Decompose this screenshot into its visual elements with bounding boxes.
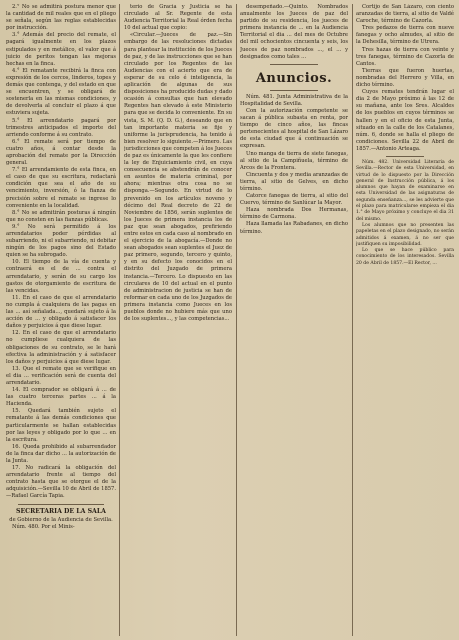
paragraph: Haza llamada las Rabadanes, en dicho término. (240, 221, 348, 235)
divider (270, 64, 318, 65)
column-3 (240, 4, 348, 636)
divider (270, 90, 318, 91)
paragraph: 13. Que el remate que se verifique en el dia ... verificación será de cuenta del arrendatario. (6, 365, 116, 386)
paragraph: Los alumnos que no presenten las papeletas en el plazo designado, no serán admitidos á examen, á no ser que justifiquen su imposibilidad. (356, 222, 454, 247)
paragraph: 2.° No se admitirá postura menor que la cantidad de mil reales que en el pliego se señala, según las reglas establecidas por instrucción. (6, 4, 116, 32)
paragraph: Núm. 482. Universidad Literaria de Sevilla.—Rector de esta Universidad, en virtud de lo dispuesto por la Dirección general de Instrucción pública, á los alumnos que hayan de examinarse en esta Universidad de las asignaturas de segunda enseñanza..., se les advierte que el plazo para matricularse empieza el dia 1.° de Mayo próximo y concluye el dia 31 del mismo. (356, 159, 454, 222)
divider (386, 156, 424, 157)
paragraph: 17. No radicará la obligación del arrendatario frente al tiempo del contrato hasta que se otorgue el de la adquisición.—Sevilla 10 de Abril de 1857.—Rafael García Tapia. (6, 465, 116, 500)
column-rule (236, 4, 237, 636)
paragraph: Cortijo de San Lázaro, con ciento aranzadas de tierra, al sitio de Valdé Caroche, término de Cazorla. (356, 4, 454, 25)
paragraph: Haza nombrada Dos Hermanas, término de Carmona. (240, 207, 348, 221)
paragraph: Lo que se hace público para conocimiento de los interesados. Sevilla 20 de Abril de 1857.—El Rector, ... (356, 248, 454, 266)
col1-paragraphs (6, 4, 116, 501)
paragraph: Tres pedazos de tierra con nueve fanegas y ocho almudes, al sitio de la Dehesilla, término de Utrera. (356, 25, 454, 46)
section-subtitle: de Gobierno de la Audiencia de Sevilla. (9, 516, 113, 523)
paragraph: 10. El tiempo de la vía de cuenta y contraerá es el de ... contra el arrendatario, y serán de su cargo los gastos de otorgamiento de escritura de las vencidas. (6, 259, 116, 294)
column-2 (124, 4, 232, 636)
paragraph: Catorce fanegas de tierra, al sitio del Cuervo, término de Sanlúcar la Mayor. (240, 193, 348, 207)
notice-number: Núm. 481. Junta Administrativa de la Hospitalidad de Sevilla. (240, 93, 348, 107)
paragraph: desempeñado.—Quinto. Nombrados anualmente los Jueces de paz del partido de su residencia, los jueces de primera instancia de ... en la Audiencia Territorial el dia ... del mes de Octubre del mil ochocientos cincuenta y seis, los Jueces de paz nombrados ..., el ... y designados como tales ... (240, 4, 348, 60)
paragraph: 5.° El arrendatario pagará por trimestres anticipados el importe del arriendo conforme á su contrato. (6, 117, 116, 138)
divider (18, 504, 104, 505)
paragraph: 4.° El rematante recibirá la finca con expresión de los cercos, linderos, topes y demás que contenga, y del estado en que se encuentren, y se obligará de sostenerla en las mismas condiciones, y de devolverla al concluir el plazo á que estuviera sujeta. (6, 67, 116, 117)
paragraph: 11. En el caso de que el arrendatario no cumpla á cualquiera de las pagas en las ... así señalada..., quedará sujeto á la acción de ... y obligado á satisfacer los daños y perjuicios á que diese lugar. (6, 294, 116, 330)
paragraph: 6.° El remate será por tiempo de cuatro años, á contar desde la aprobación del remate por la Dirección general. (6, 138, 116, 167)
section-number: Núm. 480. Por el Minis- (12, 523, 75, 530)
paragraph: Tierras que fueron huertas, nombradas del Herrero y Villa, en dicho término. (356, 67, 454, 89)
university-notice (356, 160, 454, 267)
paragraph: 16. Queda prohibido al subarrendador de la finca dar dicho ... la autorización de la Junta. (6, 443, 116, 464)
paragraph: 9.° No será permitido á los arrendatarios poder pérdidas al subarriendo, ni el subarriendo, ni debitar ningún de los pagos sino del Estado quien se ha subrogado. (6, 223, 116, 259)
paragraph: Tres hazas de tierra con veinte y tres fanegas, término de Cazorla de Cantos. (356, 46, 454, 67)
paragraph: 8.° No se admitirán posturas á ningún que no consten en las fianzas públicas. (6, 209, 116, 223)
paragraph: Uno manga de tierra de siete fanegas, al sitio de la Campiñuela, término de Arcos de la Frontera. (240, 150, 348, 171)
paragraph: 12. En el caso de que el arrendatario no cumpliese cualquiera de las obligaciones de su contrato, se le hará efectiva la administración y á satisfacer los daños y perjuicios á que diese lugar. (6, 330, 116, 365)
paragraph: 15. Quedará también sujeto el rematante á las demás condiciones que particularmente se hallan establecidas por las leyes y obligado por lo que ... en la escritura. (6, 408, 116, 443)
paragraph: terio de Gracia y Justicia se ha circulado al Sr. Regente de esta Audiencia Territorial la Real órden fecha 10 del actual que copio: (124, 4, 232, 32)
section-title: SECRETARIA DE LA SALA (16, 507, 106, 515)
paragraph: 7.° El arrendamiento de esta finca, en el caso de que su escritura, redactará condición que sea el año de su vencimiento, inversión, ó la fianza de precisión sobre el remate se ingrese lo conveniente en la localidad. (6, 167, 116, 209)
paragraph: 14. El comprador se obligará á ... de las cuatro terceras partes ... á la Hacienda. (6, 387, 116, 408)
notices-heading: Anuncios. (255, 70, 333, 86)
paragraph: «Circular.—Jueces de paz.—Sin embargo de las resoluciones dictadas para plantear la institución de los Jueces de paz, y de las instrucciones que se han circulado por los Regentes de las Audiencias con el acierto que era de esperar de su celo é inteligencia, la aplicación de algunas de sus disposiciones ha producido dudas y dado ocasión á consultas que han elevado Regentes han elevado á este Ministerio para que se decida lo conveniente. En su vista, S. M. (Q. D. G.), deseando que en tan importante materia se fije y uniforme la jurisprudencia, ha tenido á bien resolver lo siguiente.—Primero. Las jurisdicciones que competen á los Jueces de paz es únicamente la que les confiere la ley de Enjuiciamiento civil, en cuya consecuencia se abstendrán de conocer en asuntos de materia criminal, por ahora; mientras otra cosa no se disponga.—Segundo. En virtud de lo prevenido en los artículos noveno y décimo del Real decreto de 22 de Noviembre de 1856, serán suplentes de los Jueces de primera instancia los de paz que sean abogados, prefiriendo entre estos en cada caso al nombrado en el ejercicio de la abogacía.—Donde no sean abogados sean suplentes el Juez de paz primero, segundo, tercero y quinto, y en su defecto los conocidos en el distrito del Juzgado de primera instancia.—Tercero. Lo dispuesto en las circulares de 10 del actual en el punto de administracion de justicia se han de reformar en cada uno de los Juzgados de primera instancia como Jueces en los pueblos donde no hubiere más que uno de los suplentes..., y las competencias... (124, 32, 232, 323)
paragraph: 3.° Además del precio del remate, el pagará igualmente en los plazos estipulados y en metálico, el valor que á juicio de peritos tengan las mejoras hechas en la finca. (6, 32, 116, 67)
column-rule (352, 4, 353, 636)
paragraph: Cuyos remates tendrán lugar el dia 2 de Mayo próximo á las 12 de su mañana, ante los Sres. Alcaldes de los pueblos en cuyos términos se hallen y en el oficio de esta Junta, situado en la calle de los Catalanes, núm. 6, donde se halla el pliego de condiciones. Sevilla 22 de Abril de 1857.—Antonio Arteaga. (356, 89, 454, 152)
paragraph: Cincuenta y dos y media aranzadas de tierra, al sitio de Gelves, en dicho término. (240, 171, 348, 192)
paragraph: Con la autorización competente se sacan á pública subasta en renta, por tiempo de cinco años, las fincas pertenecientes al hospital de San Lázaro de esta ciudad que á continuación se expresan. (240, 107, 348, 150)
column-1 (6, 4, 116, 636)
column-4 (356, 4, 454, 636)
column-rule (119, 4, 120, 636)
